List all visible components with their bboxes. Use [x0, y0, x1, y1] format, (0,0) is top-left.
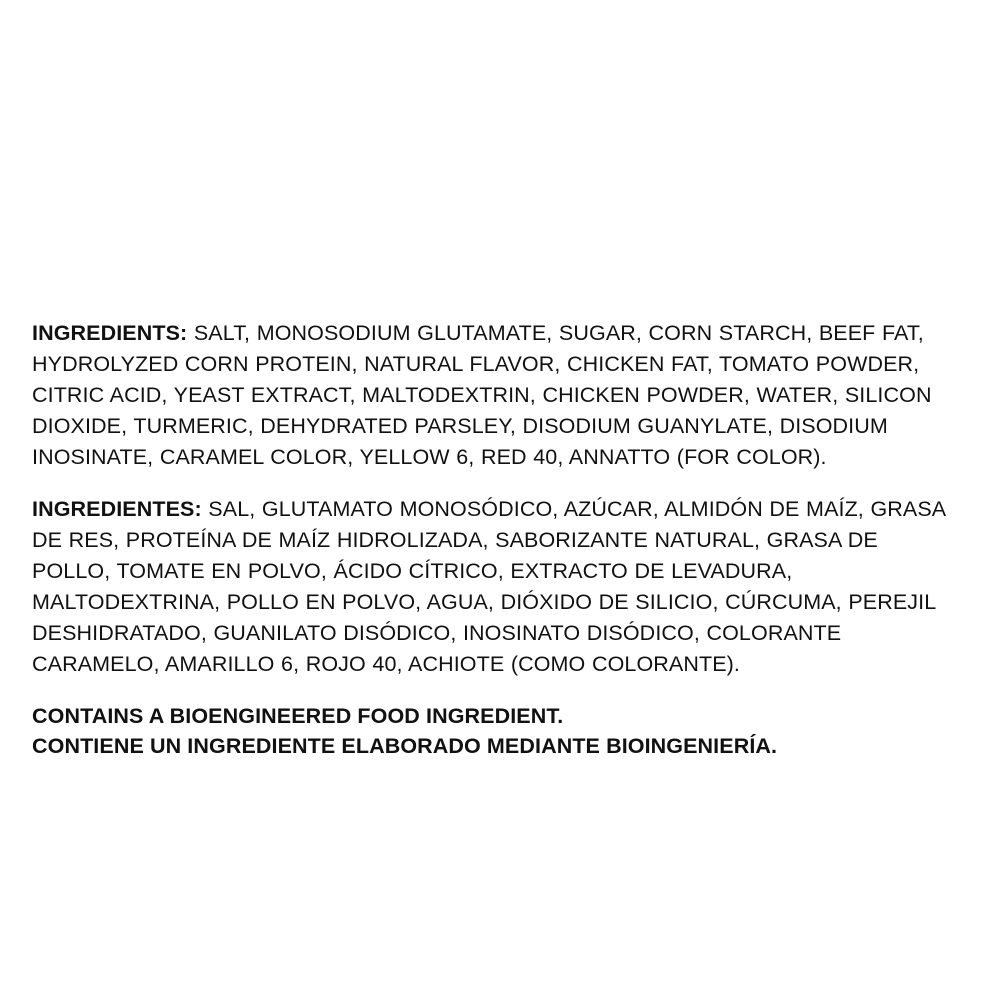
- ingredients-spanish-block: [32, 494, 962, 680]
- ingredients-spanish-heading: INGREDIENTES:: [32, 497, 202, 521]
- ingredients-english-paragraph: [32, 318, 962, 473]
- ingredients-spanish-paragraph: [32, 494, 962, 680]
- ingredients-english-heading: INGREDIENTS:: [32, 320, 188, 345]
- ingredients-english-text: SALT, MONOSODIUM GLUTAMATE, SUGAR, CORN STARCH, BEEF FAT, HYDROLYZED CORN PROTEIN, NATURAL FLAVOR, CHICKEN FAT, TOMATO POWDER, CITRIC ACID, YEAST EXTRACT, MALTODEXTRIN, CHICKEN POWDER, WATER, SILICON DIOXIDE, TURMERIC, DEHYDRATED PARSLEY, DISODIUM GUANYLATE, DISODIUM INOSINATE, CARAMEL COLOR, YELLOW 6, RED 40, ANNATTO (FOR COLOR).: [32, 320, 932, 469]
- ingredients-english-block: [32, 318, 962, 473]
- ingredients-label-panel: [32, 296, 962, 761]
- bioengineered-statement-english: CONTAINS A BIOENGINEERED FOOD INGREDIENT.: [32, 703, 564, 728]
- bioengineered-statement-spanish: CONTIENE UN INGREDIENTE ELABORADO MEDIANTE BIOINGENIERÍA.: [32, 733, 778, 758]
- ingredients-spanish-text: SAL, GLUTAMATO MONOSÓDICO, AZÚCAR, ALMIDÓN DE MAÍZ, GRASA DE RES, PROTEÍNA DE MAÍZ HIDROLIZADA, SABORIZANTE NATURAL, GRASA DE POLLO, TOMATE EN POLVO, ÁCIDO CÍTRICO, EXTRACTO DE LEVADURA, MALTODEXTRINA, POLLO EN POLVO, AGUA, DIÓXIDO DE SILICIO, CÚRCUMA, PEREJIL DESHIDRATADO, GUANILATO DISÓDICO, INOSINATO DISÓDICO, COLORANTE CARAMELO, AMARILLO 6, ROJO 40, ACHIOTE (COMO COLORANTE).: [32, 497, 946, 676]
